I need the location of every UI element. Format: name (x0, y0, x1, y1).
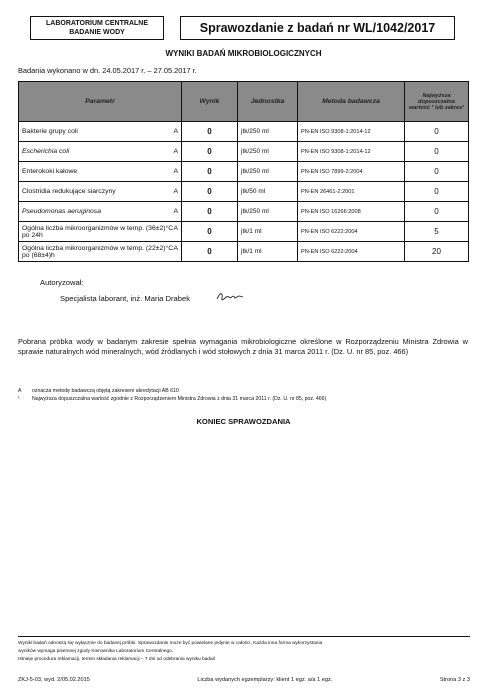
header-unit: Jednostka (238, 82, 298, 122)
footnotes (18, 387, 468, 403)
parameter-name: Ogólna liczba mikroorganizmów w temp. (36±2)°C po 24h (22, 224, 174, 239)
accreditation-mark: A (173, 224, 178, 232)
parameter-cell (19, 122, 182, 142)
result-cell: 0 (182, 122, 238, 142)
table-body (19, 122, 469, 262)
header-method: Metoda badawcza (298, 82, 405, 122)
max-value-cell: 20 (405, 242, 469, 262)
section-subtitle: WYNIKI BADAŃ MIKROBIOLOGICZNYCH (165, 49, 322, 58)
conclusion-paragraph: Pobrana próbka wody w badanym zakresie spełnia wymagania mikrobiologiczne określone w Rozporządzeniu Ministra Zdrowia w sprawie naturalnych wód mineralnych, wód źródlanych i wód stołowych z dnia 31 marca 2011 r. (Dz. U. nr 85, poz. 466) (18, 337, 468, 356)
page-number: Strona 3 z 3 (439, 677, 470, 683)
parameter-cell (19, 182, 182, 202)
footnote-max-value (18, 395, 468, 403)
max-value-cell: 5 (405, 222, 469, 242)
table-row (19, 122, 469, 142)
footnote-text: Najwyższa dopuszczalna wartość zgodnie z Rozporządzeniem Ministra Zdrowia z dnia 31 marca 2011 r. (Dz. U. nr 85, poz. 466) (32, 396, 327, 402)
footnote-text: oznacza metodę badawczą objętą zakresem akredytacji AB 610 (32, 388, 179, 394)
footer-bottom (18, 677, 470, 683)
accreditation-mark: A (173, 148, 178, 155)
unit-cell: jtk/50 ml (238, 182, 298, 202)
max-value-cell: 0 (405, 162, 469, 182)
result-cell: 0 (182, 142, 238, 162)
test-dates: Badania wykonano w dn. 24.05.2017 r. – 27.05.2017 r. (18, 66, 197, 75)
lab-header-box (30, 16, 164, 40)
method-cell: PN-EN ISO 6222:2004 (298, 222, 405, 242)
header-parameter: Parametr (19, 82, 182, 122)
footnote-mark: A (18, 388, 22, 394)
max-value-cell: 0 (405, 202, 469, 222)
parameter-name: Clostridia redukujące siarczyny (22, 188, 116, 195)
unit-cell: jtk/250 ml (238, 162, 298, 182)
header-max-value: Najwyższa dopuszczalna wartość ¹ lub zakres¹ (405, 82, 469, 122)
footer-note (18, 640, 470, 664)
parameter-name: Ogólna liczba mikroorganizmów w temp. (22±2)°C po (68±4)h (22, 244, 174, 259)
max-value-cell: 0 (405, 142, 469, 162)
max-value-cell: 0 (405, 122, 469, 142)
footnote-mark: ¹ (18, 396, 20, 402)
parameter-cell (19, 162, 182, 182)
footer-note-line: wyników wymaga pisemnej zgody Kierownika Laboratorium Centralnego. (18, 649, 174, 654)
result-cell: 0 (182, 182, 238, 202)
unit-cell: jtk/250 ml (238, 122, 298, 142)
end-of-report: KONIEC SPRAWOZDANIA (196, 417, 291, 426)
parameter-name: Enterokoki kałowe (22, 168, 78, 175)
report-title: Sprawozdanie z badań nr WL/1042/2017 (199, 21, 436, 35)
results-table (18, 81, 469, 262)
form-code: ZKJ-5-03, wyd. 2/05.02.2015 (18, 677, 90, 683)
method-cell: PN-EN ISO 6222:2004 (298, 242, 405, 262)
specialist-name: Specjalista laborant, inż. Maria Drabek (60, 294, 190, 303)
parameter-cell (19, 142, 182, 162)
unit-cell: jtk/250 ml (238, 142, 298, 162)
parameter-name: Pseudomonas aeruginosa (22, 208, 101, 215)
accreditation-mark: A (173, 244, 178, 252)
authorized-label: Autoryzował: (40, 278, 84, 287)
lab-name: LABORATORIUM CENTRALNE (45, 20, 148, 27)
accreditation-mark: A (173, 128, 178, 135)
footnote-accreditation (18, 387, 468, 395)
copies-count: Liczba wydanych egzemplarzy: klient 1 egz. a/a 1 egz. (197, 677, 333, 683)
unit-cell: jtk/1 ml (238, 242, 298, 262)
lab-department: BADANIE WODY (69, 29, 125, 36)
method-cell: PN-EN ISO 7899-2:2004 (298, 162, 405, 182)
method-cell: PN-EN ISO 9308-1:2014-12 (298, 122, 405, 142)
result-cell: 0 (182, 242, 238, 262)
accreditation-mark: A (173, 208, 178, 215)
parameter-name: Escherichia coli (22, 148, 70, 155)
max-value-cell: 0 (405, 182, 469, 202)
table-row (19, 222, 469, 242)
result-cell: 0 (182, 162, 238, 182)
parameter-cell (19, 202, 182, 222)
parameter-name: Bakterie grupy coli (22, 128, 78, 135)
table-row (19, 242, 469, 262)
result-cell: 0 (182, 222, 238, 242)
table-row (19, 162, 469, 182)
parameter-cell (19, 222, 182, 242)
method-cell: PN-EN 26461-2:2001 (298, 182, 405, 202)
table-row (19, 182, 469, 202)
footer-note-line: Wyniki badań odnoszą się wyłącznie do badanej próbki. Sprawozdanie może być powielane jedynie w całości. Każda inna forma wykorzystania (18, 641, 323, 646)
table-row (19, 142, 469, 162)
parameter-cell (19, 242, 182, 262)
footer-note-line: Istnieje procedura reklamacji, termin składania reklamacji – 7 dni od odebrania wyniku badań (18, 657, 216, 662)
unit-cell: jtk/1 ml (238, 222, 298, 242)
report-title-box (180, 16, 455, 40)
table-header-row (19, 82, 469, 122)
method-cell: PN-EN ISO 9308-1:2014-12 (298, 142, 405, 162)
unit-cell: jtk/250 ml (238, 202, 298, 222)
footer-divider (18, 636, 470, 637)
table-row (19, 202, 469, 222)
accreditation-mark: A (173, 188, 178, 195)
header-result: Wynik (182, 82, 238, 122)
result-cell: 0 (182, 202, 238, 222)
signature-scribble (215, 290, 245, 302)
method-cell: PN-EN ISO 16266:2008 (298, 202, 405, 222)
accreditation-mark: A (173, 168, 178, 175)
